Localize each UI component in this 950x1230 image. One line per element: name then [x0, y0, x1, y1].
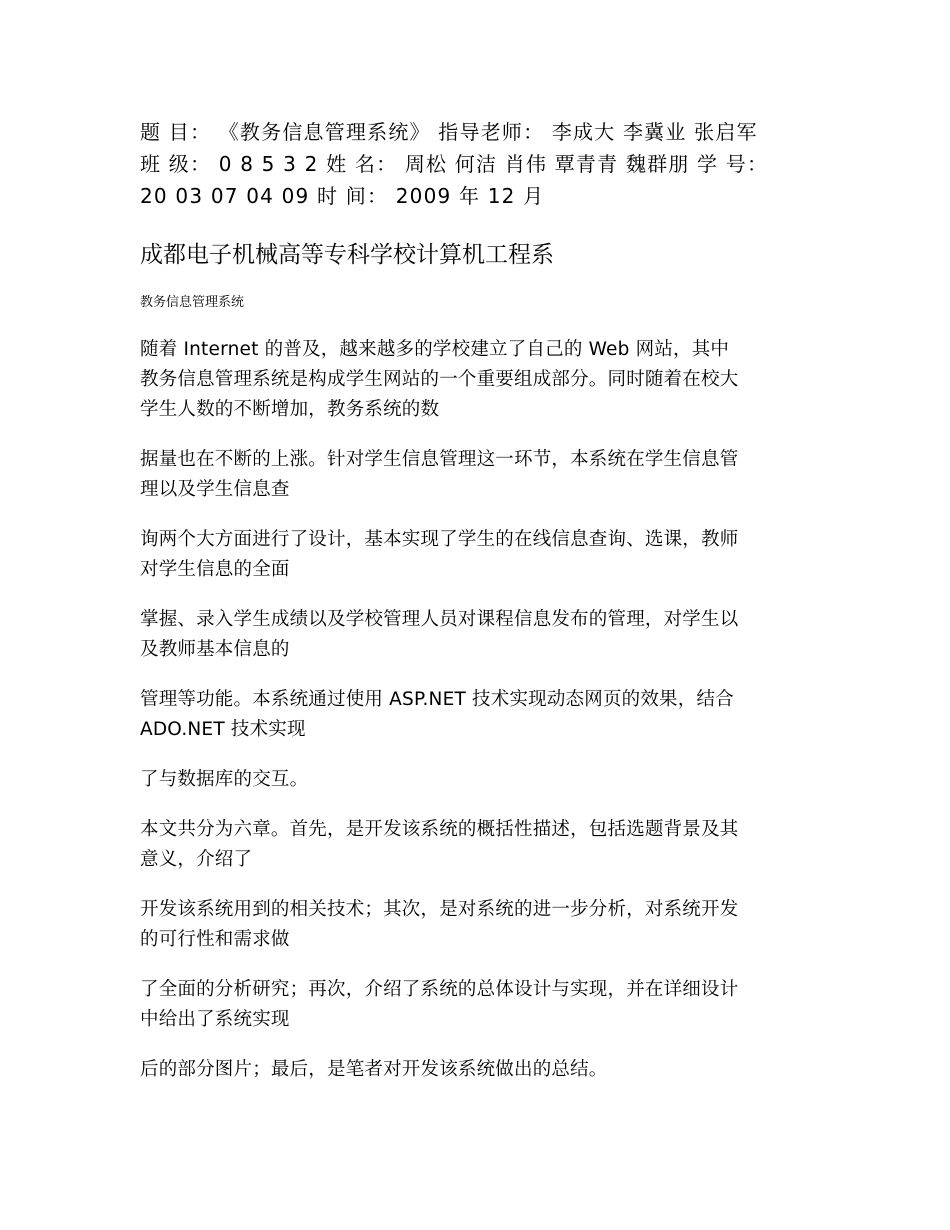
- paragraph: [140, 335, 812, 425]
- paragraph-line: 了全面的分析研究；再次，介绍了系统的总体设计与实现，并在详细设计: [140, 979, 739, 1000]
- header-line-id-date: 20 03 07 04 09 时 间： 2009 年 12 月: [140, 184, 545, 208]
- school-department-title: 成都电子机械高等专科学校计算机工程系: [140, 242, 554, 268]
- paragraph-line: 开发该系统用到的相关技术；其次，是对系统的进一步分析，对系统开发: [140, 899, 739, 920]
- paragraph: [140, 525, 812, 585]
- paragraph-line: 对学生信息的全面: [140, 559, 290, 580]
- paragraph-line: 的可行性和需求做: [140, 929, 290, 950]
- paragraph-line: 及教师基本信息的: [140, 639, 290, 660]
- paragraph: [140, 765, 812, 795]
- paragraph-line: 中给出了系统实现: [140, 1009, 290, 1030]
- paragraph-line: 询两个大方面进行了设计，基本实现了学生的在线信息查询、选课，教师: [140, 529, 739, 550]
- paragraph-line: 学生人数的不断增加，教务系统的数: [140, 399, 440, 420]
- paragraph-line: 本文共分为六章。首先，是开发该系统的概括性描述，包括选题背景及其: [140, 819, 739, 840]
- paragraph-line: 据量也在不断的上涨。针对学生信息管理这一环节，本系统在学生信息管: [140, 449, 739, 470]
- paragraph: [140, 445, 812, 505]
- paragraph-line: 教务信息管理系统是构成学生网站的一个重要组成部分。同时随着在校大: [140, 369, 739, 390]
- paragraph: [140, 1055, 812, 1085]
- paragraph-line: 掌握、录入学生成绩以及学校管理人员对课程信息发布的管理，对学生以: [140, 609, 739, 630]
- paragraph-line: ADO.NET 技术实现: [140, 719, 306, 740]
- abstract-body: [140, 335, 812, 1105]
- paragraph: [140, 685, 812, 745]
- paragraph: [140, 895, 812, 955]
- paragraph-line: 了与数据库的交互。: [140, 769, 309, 790]
- paragraph: [140, 975, 812, 1035]
- paragraph-line: 意义，介绍了: [140, 849, 253, 870]
- header-line-title-advisors: 题 目： 《教务信息管理系统》 指导老师： 李成大 李冀业 张启军: [140, 120, 758, 144]
- paragraph-line: 理以及学生信息查: [140, 479, 290, 500]
- paragraph: [140, 815, 812, 875]
- thesis-info-header: [140, 116, 812, 212]
- header-line-class-names: 班 级： 0 8 5 3 2 姓 名： 周松 何洁 肖伟 覃青青 魏群朋 学 号：: [140, 152, 769, 176]
- paragraph-line: 随着 Internet 的普及，越来越多的学校建立了自己的 Web 网站，其中: [140, 339, 730, 360]
- system-subtitle: 教务信息管理系统: [140, 295, 245, 310]
- paragraph-line: 管理等功能。本系统通过使用 ASP.NET 技术实现动态网页的效果，结合: [140, 689, 734, 710]
- paragraph: [140, 605, 812, 665]
- paragraph-line: 后的部分图片；最后，是笔者对开发该系统做出的总结。: [140, 1059, 608, 1080]
